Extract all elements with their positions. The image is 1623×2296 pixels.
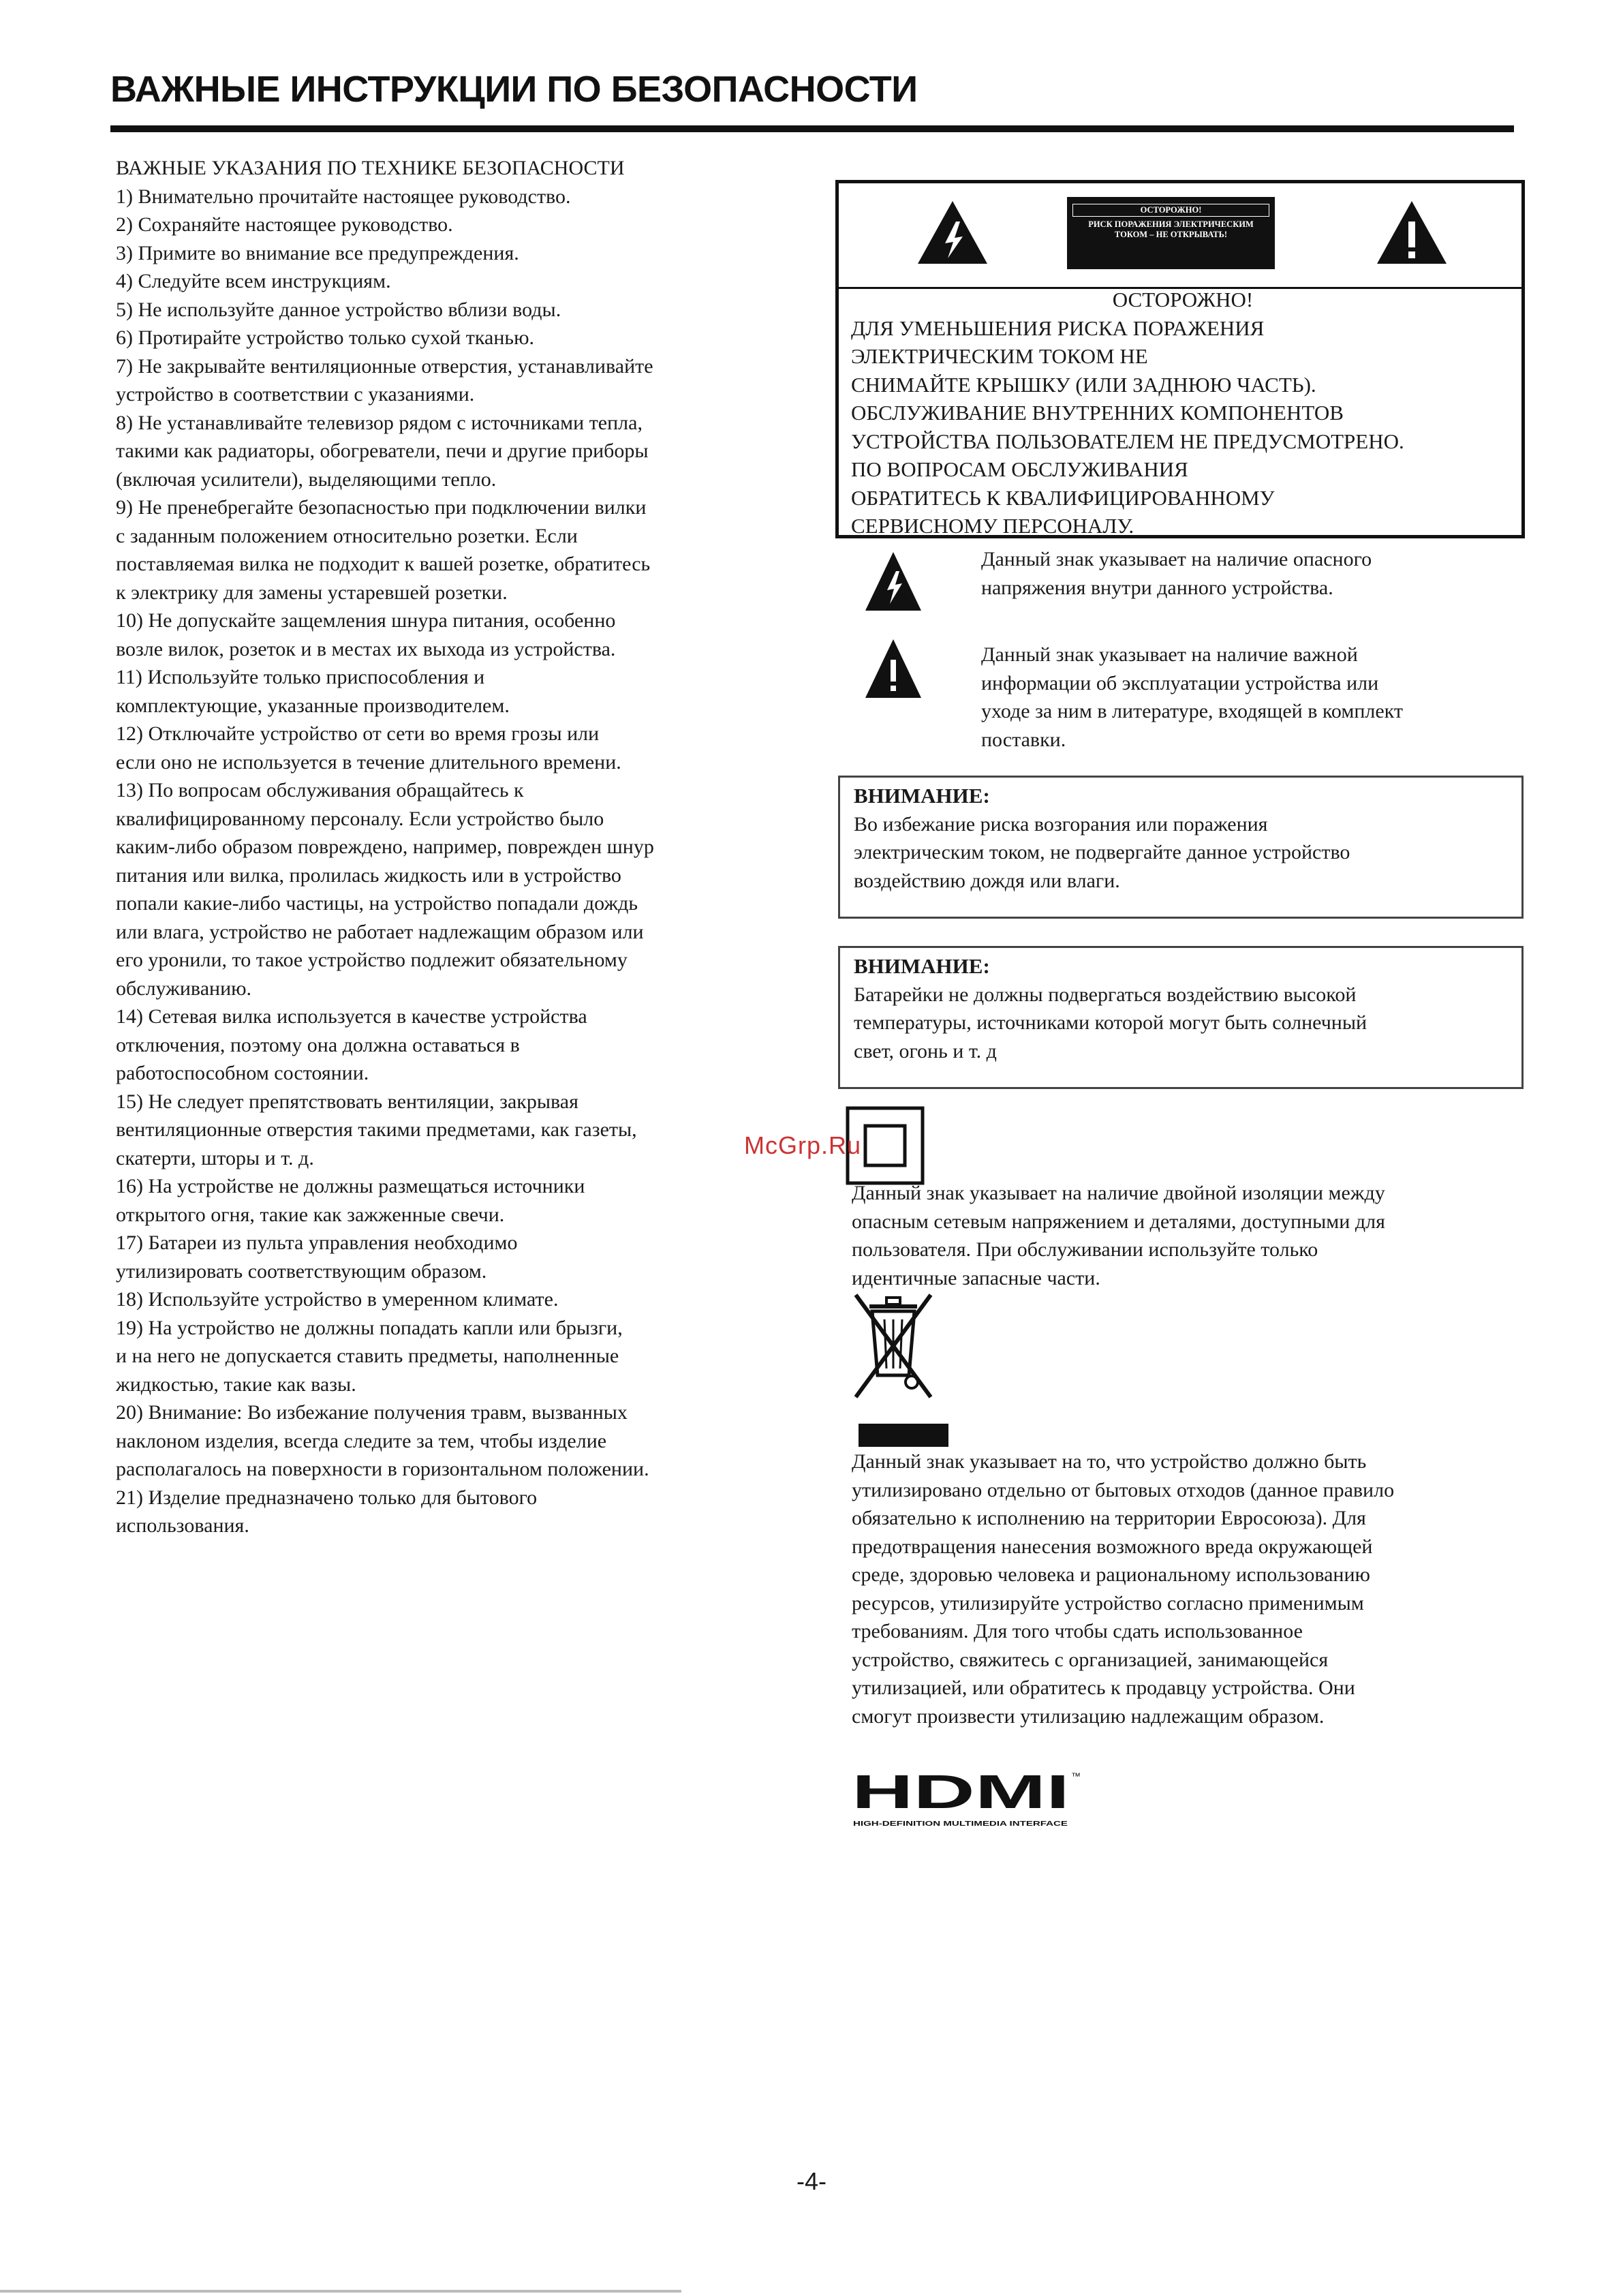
symbol-line: идентичные запасные части. — [852, 1266, 1100, 1289]
caution-label-header — [839, 183, 1521, 289]
symbol-line: поставки. — [981, 728, 1066, 751]
hdmi-wordmark: HDMI — [852, 1769, 1070, 1818]
instruction-line: скатерти, шторы и т. д. — [116, 1146, 314, 1169]
instruction-line: 8) Не устанавливайте телевизор рядом с источниками тепла, — [116, 411, 643, 434]
instruction-line: 4) Следуйте всем инструкциям. — [116, 270, 391, 292]
exclamation-warning-icon — [1374, 198, 1449, 266]
caution-line: СНИМАЙТЕ КРЫШКУ (ИЛИ ЗАДНЮЮ ЧАСТЬ). — [851, 372, 1316, 397]
symbol-line: опасным сетевым напряжением и деталями, доступными для — [852, 1210, 1385, 1233]
double-insulation-text — [852, 1179, 1526, 1292]
title-rule — [110, 125, 1514, 132]
instruction-line: 17) Батареи из пульта управления необходимо — [116, 1231, 518, 1254]
instruction-line: комплектующие, указанные производителем. — [116, 694, 510, 717]
symbol-line: обязательно к исполнению на территории Евросоюза). Для — [852, 1507, 1366, 1529]
symbol-line: требованиям. Для того чтобы сдать использованное — [852, 1620, 1303, 1642]
instruction-line: располагалось на поверхности в горизонтальном положении. — [116, 1458, 649, 1480]
instruction-line: отключения, поэтому она должна оставаться в — [116, 1033, 520, 1056]
instruction-line: устройство в соответствии с указаниями. — [116, 383, 475, 405]
symbol-line: Данный знак указывает на наличие двойной изоляции между — [852, 1182, 1385, 1204]
hdmi-tagline: HIGH-DEFINITION MULTIMEDIA INTERFACE — [853, 1820, 1068, 1828]
caution-line: ОБРАТИТЕСЬ К КВАЛИФИЦИРОВАННОМУ — [851, 485, 1275, 510]
caution-line: ДЛЯ УМЕНЬШЕНИЯ РИСКА ПОРАЖЕНИЯ — [851, 316, 1265, 340]
caution-label-box — [835, 180, 1525, 538]
notice-title: ВНИМАНИЕ: — [854, 784, 990, 808]
instruction-line: каким-либо образом повреждено, например, поврежден шнур — [116, 836, 654, 858]
instruction-line: с заданным положением относительно розетки. Если — [116, 524, 578, 547]
notice-line: Батарейки не должны подвергаться воздействию высокой — [854, 983, 1357, 1006]
instruction-line: 9) Не пренебрегайте безопасностью при подключении вилки — [116, 496, 647, 519]
weee-text — [852, 1448, 1526, 1730]
instruction-line: (включая усилители), выделяющими тепло. — [116, 468, 497, 491]
caution-line: СЕРВИСНОМУ ПЕРСОНАЛУ. — [851, 514, 1134, 538]
instruction-line: 14) Сетевая вилка используется в качестве устройства — [116, 1005, 587, 1028]
instruction-line: 2) Сохраняйте настоящее руководство. — [116, 213, 453, 236]
hdmi-logo — [852, 1769, 1087, 1830]
notice-line: температуры, источниками которой могут быть солнечный — [854, 1011, 1367, 1034]
symbol-line: среде, здоровью человека и рациональному использованию — [852, 1563, 1370, 1586]
lightning-warning-icon — [915, 198, 990, 266]
caution-line: ОБСЛУЖИВАНИЕ ВНУТРЕННИХ КОМПОНЕНТОВ — [851, 401, 1344, 425]
instruction-line: и на него не допускается ставить предметы, наполненные — [116, 1345, 619, 1367]
symbol-line: Данный знак указывает на то, что устройство должно быть — [852, 1450, 1367, 1473]
instruction-line: к электрику для замены устаревшей розетки. — [116, 581, 508, 604]
safety-instructions-list — [116, 154, 797, 1540]
instruction-line: вентиляционные отверстия такими предметами, как газеты, — [116, 1118, 637, 1141]
voltage-symbol-text — [981, 545, 1513, 602]
instruction-line: квалифицированному персоналу. Если устройство было — [116, 807, 604, 830]
instruction-line: 12) Отключайте устройство от сети во время грозы или — [116, 722, 600, 745]
instruction-line: 18) Используйте устройство в умеренном климате. — [116, 1288, 559, 1311]
instruction-line: 16) На устройстве не должны размещаться источники — [116, 1175, 585, 1197]
notice-line: свет, огонь и т. д — [854, 1039, 997, 1062]
symbol-line: ресурсов, утилизируйте устройство согласно применимым — [852, 1591, 1364, 1614]
instructions-heading: ВАЖНЫЕ УКАЗАНИЯ ПО ТЕХНИКЕ БЕЗОПАСНОСТИ — [116, 157, 625, 179]
caution-label-text — [851, 286, 1515, 540]
symbol-line: утилизировано отдельно от бытовых отходов (данное правило — [852, 1478, 1395, 1501]
symbol-line: пользователя. При обслуживании используйте только — [852, 1238, 1318, 1261]
page-number: -4- — [797, 2167, 826, 2195]
instruction-line: наклоном изделия, всегда следите за тем, чтобы изделие — [116, 1429, 607, 1452]
instruction-line: 13) По вопросам обслуживания обращайтесь к — [116, 779, 524, 801]
info-symbol-text — [981, 641, 1513, 754]
symbol-line: информации об эксплуатации устройства или — [981, 671, 1379, 694]
caution-plate-title: ОСТОРОЖНО! — [1072, 204, 1269, 217]
instruction-line: если оно не используется в течение длительного времени. — [116, 750, 621, 774]
instruction-line: поставляемая вилка не подходит к вашей розетке, обратитесь — [116, 553, 651, 575]
symbol-line: Данный знак указывает на наличие важной — [981, 643, 1358, 666]
notice-box-batteries — [838, 946, 1524, 1089]
hdmi-trademark: ™ — [1071, 1771, 1081, 1781]
instruction-line: работоспособном состоянии. — [116, 1062, 369, 1084]
instruction-line: 11) Используйте только приспособления и — [116, 666, 485, 688]
instruction-line: 15) Не следует препятствовать вентиляции, закрывая — [116, 1090, 578, 1113]
symbol-line: Данный знак указывает на наличие опасного — [981, 548, 1372, 570]
instruction-line: 10) Не допускайте защемления шнура питания, особенно — [116, 609, 616, 632]
instruction-line: использования. — [116, 1514, 249, 1537]
caution-plate — [1067, 197, 1275, 269]
symbol-line: предотвращения нанесения возможного вреда окружающей — [852, 1535, 1373, 1558]
instruction-line: обслуживанию. — [116, 977, 252, 1000]
instruction-line: 21) Изделие предназначено только для бытового — [116, 1486, 538, 1509]
caution-plate-text: РИСК ПОРАЖЕНИЯ ЭЛЕКТРИЧЕСКИМ ТОКОМ – НЕ ОТКРЫВАТЬ! — [1088, 219, 1254, 239]
notice-box-moisture — [838, 776, 1524, 919]
caution-line: ЭЛЕКТРИЧЕСКИМ ТОКОМ НЕ — [851, 344, 1148, 368]
symbol-line: утилизацией, или обратитесь к продавцу устройства. Они — [852, 1677, 1355, 1699]
instruction-line: попали какие-либо частицы, на устройство попадали дождь — [116, 892, 638, 915]
instruction-line: 19) На устройство не должны попадать капли или брызги, — [116, 1316, 623, 1339]
instruction-line: его уронили, то такое устройство подлежит обязательному — [116, 949, 628, 971]
instruction-line: питания или вилка, пролилась жидкость или в устройство — [116, 863, 621, 887]
instruction-line: такими как радиаторы, обогреватели, печи и другие приборы — [116, 440, 649, 462]
exclamation-symbol-icon — [864, 638, 923, 701]
symbol-line: уходе за ним в литературе, входящей в комплект — [981, 700, 1403, 722]
notice-line: воздействию дождя или влаги. — [854, 869, 1120, 892]
instruction-line: жидкостью, такие как вазы. — [116, 1373, 356, 1396]
weee-bar — [859, 1424, 948, 1447]
caution-heading: ОСТОРОЖНО! — [1112, 288, 1254, 311]
instruction-line: 1) Внимательно прочитайте настоящее руководство. — [116, 185, 571, 208]
lightning-symbol-icon — [864, 551, 923, 613]
instruction-line: возле вилок, розеток и в местах их выхода из устройства. — [116, 637, 616, 660]
caution-line: УСТРОЙСТВА ПОЛЬЗОВАТЕЛЕМ НЕ ПРЕДУСМОТРЕНО. — [851, 429, 1404, 453]
instruction-line: открытого огня, такие как зажженные свечи. — [116, 1203, 505, 1226]
symbol-line: смогут произвести утилизацию надлежащим образом. — [852, 1704, 1325, 1728]
caution-line: ПО ВОПРОСАМ ОБСЛУЖИВАНИЯ — [851, 457, 1188, 481]
instruction-line: 6) Протирайте устройство только сухой тканью. — [116, 326, 535, 349]
bottom-edge — [0, 2290, 681, 2293]
symbol-line: напряжения внутри данного устройства. — [981, 576, 1333, 599]
instruction-line: 20) Внимание: Во избежание получения травм, вызванных — [116, 1401, 628, 1424]
instruction-line: 7) Не закрывайте вентиляционные отверстия, устанавливайте — [116, 354, 653, 378]
page-title: ВАЖНЫЕ ИНСТРУКЦИИ ПО БЕЗОПАСНОСТИ — [110, 69, 918, 110]
symbol-line: устройство, свяжитесь с организацией, занимающейся — [852, 1648, 1329, 1671]
instruction-line: или влага, устройство не работает надлежащим образом или — [116, 920, 644, 943]
instruction-line: утилизировать соответствующим образом. — [116, 1259, 487, 1283]
crossed-bin-icon — [849, 1288, 938, 1404]
notice-line: электрическим током, не подвергайте данное устройство — [854, 841, 1350, 863]
notice-line: Во избежание риска возгорания или поражения — [854, 812, 1268, 836]
watermark: McGrp.Ru — [744, 1131, 862, 1159]
instruction-line: 5) Не используйте данное устройство вблизи воды. — [116, 298, 561, 321]
notice-title: ВНИМАНИЕ: — [854, 954, 990, 978]
instruction-line: 3) Примите во внимание все предупреждения. — [116, 241, 519, 264]
